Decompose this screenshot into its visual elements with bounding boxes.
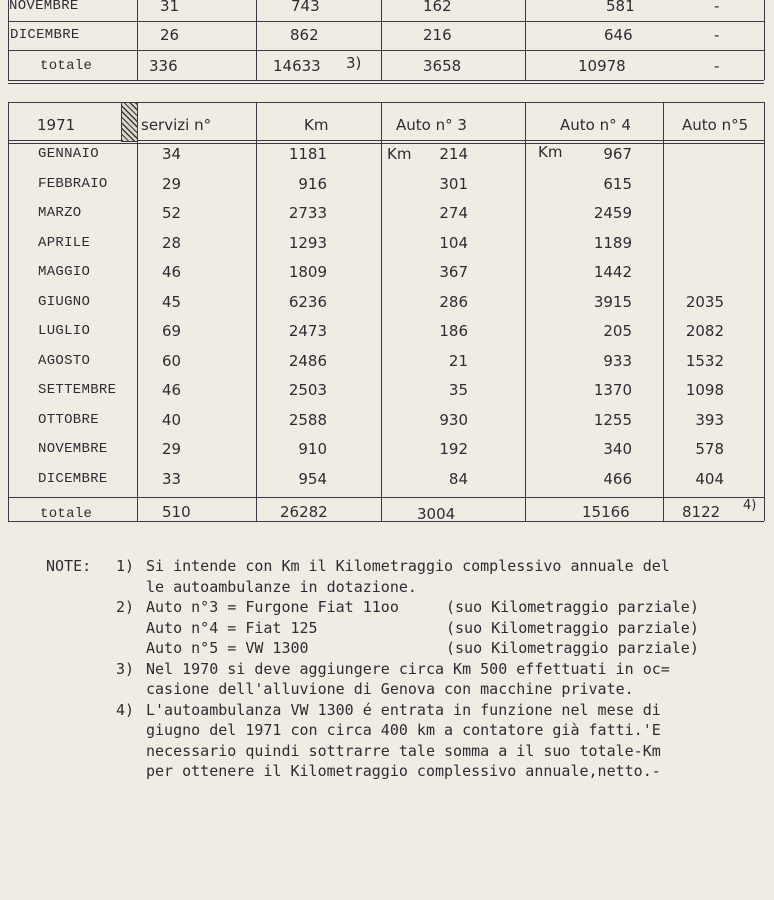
auto3-cell: 216 xyxy=(423,26,452,44)
note-number: 4) xyxy=(116,700,135,719)
month-cell: OTTOBRE xyxy=(38,411,99,428)
km-cell: 954 xyxy=(298,469,327,488)
servizi-cell: 52 xyxy=(162,204,182,222)
month-cell: MAGGIO xyxy=(38,264,91,280)
km-header: Km xyxy=(304,116,329,134)
note-number: 1) xyxy=(116,557,135,575)
month-cell: LUGLIO xyxy=(38,323,91,339)
note-text: Auto n°4 = Fiat 125 xyxy=(146,618,318,637)
auto4-cell: 1442 xyxy=(593,263,632,281)
km-cell: 2503 xyxy=(288,381,327,399)
auto4-header: Auto n° 4 xyxy=(560,116,631,134)
note-text: le autoambulanze in dotazione. xyxy=(146,577,417,596)
servizi-header: servizi n° xyxy=(141,116,212,134)
servizi-cell: 40 xyxy=(162,410,182,429)
auto4-cell: 205 xyxy=(603,322,632,340)
note-text: Auto n°5 = VW 1300 xyxy=(146,639,309,657)
auto4-cell: 1189 xyxy=(593,233,632,252)
note-text: (suo Kilometraggio parziale) xyxy=(446,598,699,616)
auto3-cell: 367 xyxy=(439,263,468,281)
auto4-cell: 967 xyxy=(603,145,632,163)
servizi-cell: 46 xyxy=(162,263,182,281)
auto3-total: 3658 xyxy=(423,57,462,75)
auto5-cell: 1098 xyxy=(685,381,724,399)
year-header: 1971 xyxy=(37,116,76,134)
month-cell: GIUGNO xyxy=(38,293,91,310)
auto4-cell: 3915 xyxy=(593,292,632,311)
servizi-cell: 29 xyxy=(162,440,182,458)
km-cell: 2473 xyxy=(288,322,327,340)
auto4-cell: 2459 xyxy=(593,204,632,222)
month-cell: NOVEMBRE xyxy=(38,441,108,457)
auto5-total: - xyxy=(714,57,720,75)
km-total: 26282 xyxy=(280,503,328,521)
auto3-cell: 104 xyxy=(439,233,468,252)
auto3-cell: 21 xyxy=(448,351,468,370)
auto5-cell: 578 xyxy=(695,440,724,458)
km-cell: 2486 xyxy=(288,351,327,370)
auto4-cell: 1370 xyxy=(593,381,632,399)
km-cell: 1809 xyxy=(288,263,327,281)
auto4-cell: 466 xyxy=(603,469,632,488)
auto4-total: 10978 xyxy=(578,57,626,75)
servizi-total: 510 xyxy=(162,503,191,521)
auto5-total: 8122 xyxy=(682,503,721,521)
auto4-cell: 1255 xyxy=(593,410,632,429)
servizi-cell: 33 xyxy=(162,469,182,488)
note-text: casione dell'alluvione di Genova con macchine private. xyxy=(146,680,634,698)
km-cell: 862 xyxy=(290,26,319,44)
note-text: (suo Kilometraggio parziale) xyxy=(446,618,699,637)
month-cell: DICEMBRE xyxy=(10,27,80,43)
note-text: Auto n°3 = Furgone Fiat 11oo xyxy=(146,598,399,616)
month-cell: AGOSTO xyxy=(38,352,91,369)
note-text: Si intende con Km il Kilometraggio complessivo annuale del xyxy=(146,557,670,575)
note-text: per ottenere il Kilometraggio complessivo annuale,netto.- xyxy=(146,762,661,780)
km-cell: 916 xyxy=(298,174,327,193)
auto5-cell: 2035 xyxy=(685,292,724,311)
servizi-total: 336 xyxy=(149,57,178,75)
servizi-cell: 34 xyxy=(162,145,182,163)
note-number: 2) xyxy=(116,598,135,616)
servizi-cell: 46 xyxy=(162,381,182,399)
month-cell: NOVEMBRE xyxy=(9,0,79,14)
auto4-cell: 933 xyxy=(603,351,632,370)
note-text: (suo Kilometraggio parziale) xyxy=(446,639,699,657)
auto5-cell: 393 xyxy=(695,410,724,429)
servizi-cell: 69 xyxy=(162,322,182,340)
auto3-cell: 186 xyxy=(439,322,468,340)
auto3-total: 3004 xyxy=(417,505,456,523)
auto4-cell: 581 xyxy=(606,0,635,15)
servizi-cell: 31 xyxy=(160,0,180,15)
notes-section xyxy=(46,556,766,782)
auto4-total: 15166 xyxy=(582,503,630,521)
auto3-cell: 301 xyxy=(439,174,468,193)
auto5-cell: - xyxy=(714,0,720,15)
km-cell: 6236 xyxy=(288,292,327,311)
auto3-cell: 35 xyxy=(448,381,468,399)
auto3-cell: 274 xyxy=(439,204,468,222)
month-cell: APRILE xyxy=(38,234,91,251)
note-number: 3) xyxy=(116,659,135,678)
footnote-ref: 3) xyxy=(346,54,362,72)
servizi-cell: 29 xyxy=(162,174,182,193)
auto4-cell: 340 xyxy=(603,440,632,458)
auto4-cell: 615 xyxy=(603,174,632,193)
auto3-cell: 84 xyxy=(448,469,468,488)
auto5-cell: 1532 xyxy=(685,351,724,370)
auto4-cell: 646 xyxy=(604,26,633,44)
notes-label: NOTE: xyxy=(46,557,92,575)
servizi-cell: 60 xyxy=(162,351,182,370)
auto3-cell: 930 xyxy=(439,410,468,429)
km-cell: 1293 xyxy=(288,233,327,252)
unit-prefix: Km xyxy=(387,145,412,163)
note-text: necessario quindi sottrarre tale somma a il suo totale-Km xyxy=(146,741,661,760)
total-label: totale xyxy=(40,58,93,74)
servizi-cell: 26 xyxy=(160,26,180,44)
servizi-cell: 28 xyxy=(162,233,182,252)
month-cell: DICEMBRE xyxy=(38,470,108,487)
month-cell: FEBBRAIO xyxy=(38,175,108,192)
auto3-cell: 162 xyxy=(423,0,452,15)
servizi-cell: 45 xyxy=(162,292,182,311)
auto3-cell: 192 xyxy=(439,440,468,458)
footnote-ref: 4) xyxy=(743,498,757,513)
note-text: Nel 1970 si deve aggiungere circa Km 500 effettuati in oc= xyxy=(146,659,670,678)
km-cell: 910 xyxy=(298,440,327,458)
km-cell: 743 xyxy=(291,0,320,15)
hatched-marker xyxy=(121,102,138,142)
month-cell: MARZO xyxy=(38,205,82,221)
total-label: totale xyxy=(40,506,93,522)
auto3-cell: 214 xyxy=(439,145,468,163)
auto3-header: Auto n° 3 xyxy=(396,116,467,134)
km-cell: 2733 xyxy=(288,204,327,222)
auto5-cell: 2082 xyxy=(685,322,724,340)
km-cell: 1181 xyxy=(288,145,327,163)
month-cell: SETTEMBRE xyxy=(38,382,117,398)
auto5-cell: - xyxy=(714,26,720,44)
auto5-header: Auto n°5 xyxy=(682,116,749,134)
km-total: 14633 xyxy=(273,57,321,75)
note-text: L'autoambulanza VW 1300 é entrata in funzione nel mese di xyxy=(146,700,661,719)
km-cell: 2588 xyxy=(288,410,327,429)
auto5-cell: 404 xyxy=(695,469,724,488)
note-text: giugno del 1971 con circa 400 km a contatore già fatti.'E xyxy=(146,721,661,739)
month-cell: GENNAIO xyxy=(38,146,99,162)
unit-prefix: Km xyxy=(538,143,563,161)
auto3-cell: 286 xyxy=(439,292,468,311)
